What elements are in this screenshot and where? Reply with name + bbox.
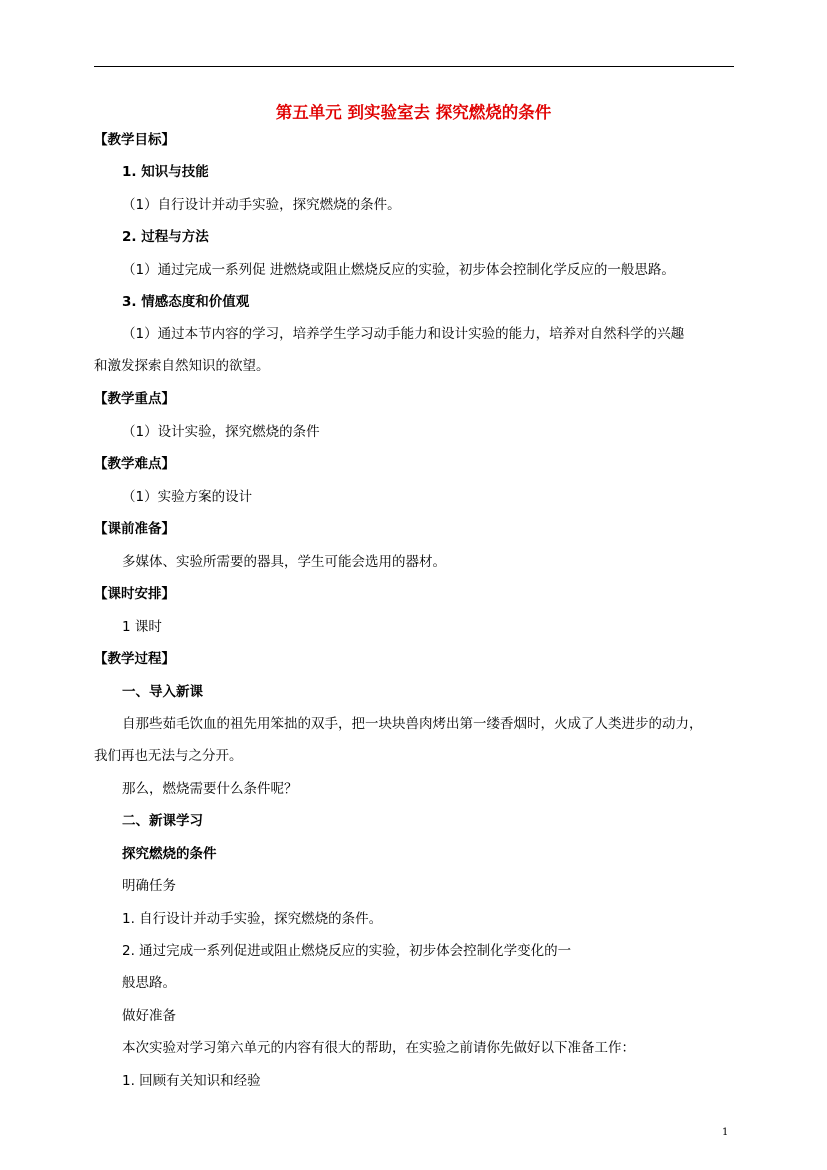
paragraph-line: 那么，燃烧需要什么条件呢？ [122, 781, 298, 797]
paragraph-line: 本次实验对学习第六单元的内容有很大的帮助，在实验之前请你先做好以下准备工作： [122, 1040, 635, 1056]
paragraph-line: （1）实验方案的设计 [122, 489, 253, 505]
section-heading-schedule: 【课时安排】 [94, 586, 175, 602]
section-heading-key-points: 【教学重点】 [94, 391, 175, 407]
section-heading-process: 【教学过程】 [94, 651, 175, 667]
subheading-explore-conditions: 探究燃烧的条件 [122, 846, 217, 862]
paragraph-line: 明确任务 [122, 878, 176, 894]
paragraph-line: 自那些茹毛饮血的祖先用笨拙的双手，把一块块兽肉烤出第一缕香烟时，火成了人类进步的动力， [122, 716, 703, 732]
subheading-new-lesson: 二、新课学习 [122, 813, 203, 829]
subheading-introduction: 一、导入新课 [122, 684, 203, 700]
subheading-process-methods: 2. 过程与方法 [122, 229, 209, 245]
paragraph-line: 般思路。 [122, 975, 176, 991]
page-number: 1 [722, 1127, 729, 1138]
section-heading-objectives: 【教学目标】 [94, 132, 175, 148]
subheading-knowledge-skills: 1. 知识与技能 [122, 164, 209, 180]
list-item: 2. 通过完成一系列促进或阻止燃烧反应的实验，初步体会控制化学变化的一 [122, 943, 572, 959]
subheading-attitudes-values: 3. 情感态度和价值观 [122, 294, 250, 310]
paragraph-line: （1）设计实验，探究燃烧的条件 [122, 424, 320, 440]
paragraph-line: （1）通过本节内容的学习，培养学生学习动手能力和设计实验的能力，培养对自然科学的兴趣 [122, 326, 685, 342]
section-heading-preparation: 【课前准备】 [94, 521, 175, 537]
list-item: 1. 自行设计并动手实验，探究燃烧的条件。 [122, 911, 383, 927]
paragraph-line: 和激发探索自然知识的欲望。 [94, 358, 270, 374]
paragraph-line: （1）自行设计并动手实验，探究燃烧的条件。 [122, 197, 401, 213]
list-item: 1. 回顾有关知识和经验 [122, 1073, 261, 1089]
page-title: 第五单元 到实验室去 探究燃烧的条件 [275, 103, 552, 123]
header-rule [94, 66, 734, 67]
paragraph-line: （1）通过完成一系列促 进燃烧或阻止燃烧反应的实验，初步体会控制化学反应的一般思路。 [122, 262, 675, 278]
paragraph-line: 我们再也无法与之分开。 [94, 748, 243, 764]
paragraph-line: 做好准备 [122, 1008, 176, 1024]
section-heading-difficulties: 【教学难点】 [94, 456, 175, 472]
paragraph-line: 多媒体、实验所需要的器具，学生可能会选用的器材。 [122, 554, 446, 570]
paragraph-line: 1 课时 [122, 619, 162, 635]
